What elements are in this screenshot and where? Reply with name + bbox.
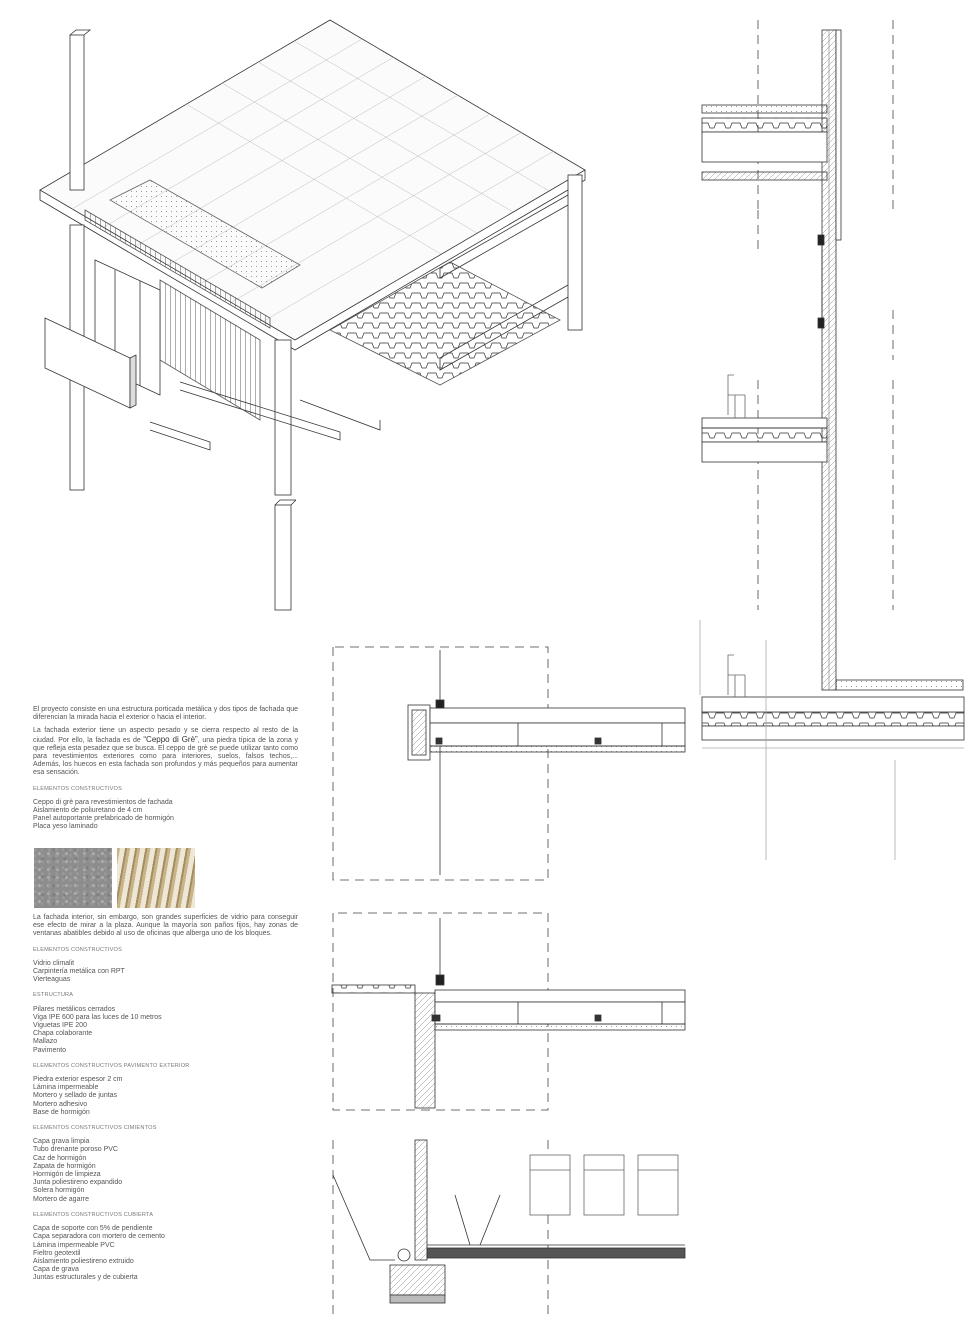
list-item: Mortero adhesivo <box>33 1100 88 1108</box>
cubierta-list <box>33 1225 298 1282</box>
description-column <box>33 706 298 832</box>
list-item: Panel autoportante prefabricado de hormigón <box>33 815 174 823</box>
list-item: Zapata de hormigón <box>33 1162 96 1170</box>
list-item: Chapa colaborante <box>33 1030 93 1038</box>
cimientos-heading: ELEMENTOS CONSTRUCTIVOS CIMIENTOS <box>33 1125 157 1132</box>
list-item: Mortero de agarre <box>33 1195 90 1203</box>
list-item: Lámina impermeable <box>33 1084 99 1092</box>
list-item: Capa separadora con mortero de cemento <box>33 1233 165 1241</box>
intro-paragraph-1: El proyecto consiste en una estructura porticada metálica y dos tipos de fachada que diferencian la mirada hacia el exterior o hacia el interior. <box>33 706 298 722</box>
facade-interior-heading: ELEMENTOS CONSTRUCTIVOS <box>33 946 123 953</box>
list-item: Aislamiento de poliuretano de 4 cm <box>33 807 143 815</box>
facade-exterior-list <box>33 799 298 832</box>
axonometric-view <box>40 20 585 610</box>
section-detail-middle <box>332 913 685 1110</box>
list-item: Junta poliestireno expandido <box>33 1179 123 1187</box>
pavimento-list <box>33 1076 298 1117</box>
list-item: Aislamiento poliestireno extruido <box>33 1257 134 1265</box>
list-item: Viguetas IPE 200 <box>33 1022 87 1030</box>
pavimento-heading: ELEMENTOS CONSTRUCTIVOS PAVIMENTO EXTERIOR <box>33 1062 190 1069</box>
list-item: Placa yeso laminado <box>33 823 98 831</box>
ceppo-stone-photo <box>34 848 112 908</box>
wall-section-vertical <box>700 20 964 860</box>
description-column-2 <box>33 914 298 1283</box>
cimientos-list <box>33 1138 298 1204</box>
facade-interior-list <box>33 960 298 985</box>
facade-exterior-heading: ELEMENTOS CONSTRUCTIVOS <box>33 785 123 792</box>
list-item: Vidrio climalit <box>33 959 75 967</box>
list-item: Capa grava limpia <box>33 1138 90 1146</box>
intro-paragraph-2: La fachada exterior tiene un aspecto pesado y se cierra respecto al resto de la ciudad. Por ello, la fachada es de “Ceppo di Grè”, una piedra típica de la zona y que refleja esta pesadez que se busca. El ceppo de grè se puede utilizar tanto como para revestimientos exteriores como para interiores, suelos, falsos techos,... Además, los huecos en esta fachada son profundos y más pequeños para aumentar esa sensación. <box>33 727 298 777</box>
list-item: Mallazo <box>33 1038 58 1046</box>
slab-1 <box>702 105 827 180</box>
section-detail-upper <box>333 647 685 880</box>
list-item: Mortero y sellado de juntas <box>33 1092 118 1100</box>
list-item: Hormigón de limpieza <box>33 1171 101 1179</box>
list-item: Viga IPE 600 para las luces de 10 metros <box>33 1013 162 1021</box>
list-item: Juntas estructurales y de cubierta <box>33 1274 138 1282</box>
list-item: Carpintería metálica con RPT <box>33 968 125 976</box>
list-item: Caz de hormigón <box>33 1154 87 1162</box>
interior-paragraph: La fachada interior, sin embargo, son grandes superficies de vidrio para conseguir ese efecto de mirar a la plaza. Aunque la mayoría son paños fijos, hay zonas de ventanas abatibles debido al uso de oficinas que alberga uno de los bloques. <box>33 914 298 938</box>
list-item: Pavimento <box>33 1046 67 1054</box>
prefab-panels-photo <box>117 848 195 908</box>
list-item: Base de hormigón <box>33 1108 90 1116</box>
estructura-list <box>33 1006 298 1055</box>
list-item: Vierteaguas <box>33 976 71 984</box>
list-item: Lámina impermeable PVC <box>33 1241 115 1249</box>
cubierta-heading: ELEMENTOS CONSTRUCTIVOS CUBIERTA <box>33 1211 154 1218</box>
list-item: Tubo drenante poroso PVC <box>33 1146 118 1154</box>
front-column <box>275 340 291 495</box>
list-item: Fieltro geotextil <box>33 1249 81 1257</box>
list-item: Ceppo di grè para revestimientos de fachada <box>33 798 173 806</box>
section-detail-foundation <box>333 1140 685 1318</box>
list-item: Piedra exterior espesor 2 cm <box>33 1076 123 1084</box>
list-item: Capa de soporte con 5% de pendiente <box>33 1225 153 1233</box>
list-item: Pilares metálicos cerrados <box>33 1005 116 1013</box>
list-item: Capa de grava <box>33 1266 79 1274</box>
estructura-heading: ESTRUCTURA <box>33 992 74 999</box>
list-item: Solera hormigón <box>33 1187 85 1195</box>
slab-2 <box>702 418 827 462</box>
